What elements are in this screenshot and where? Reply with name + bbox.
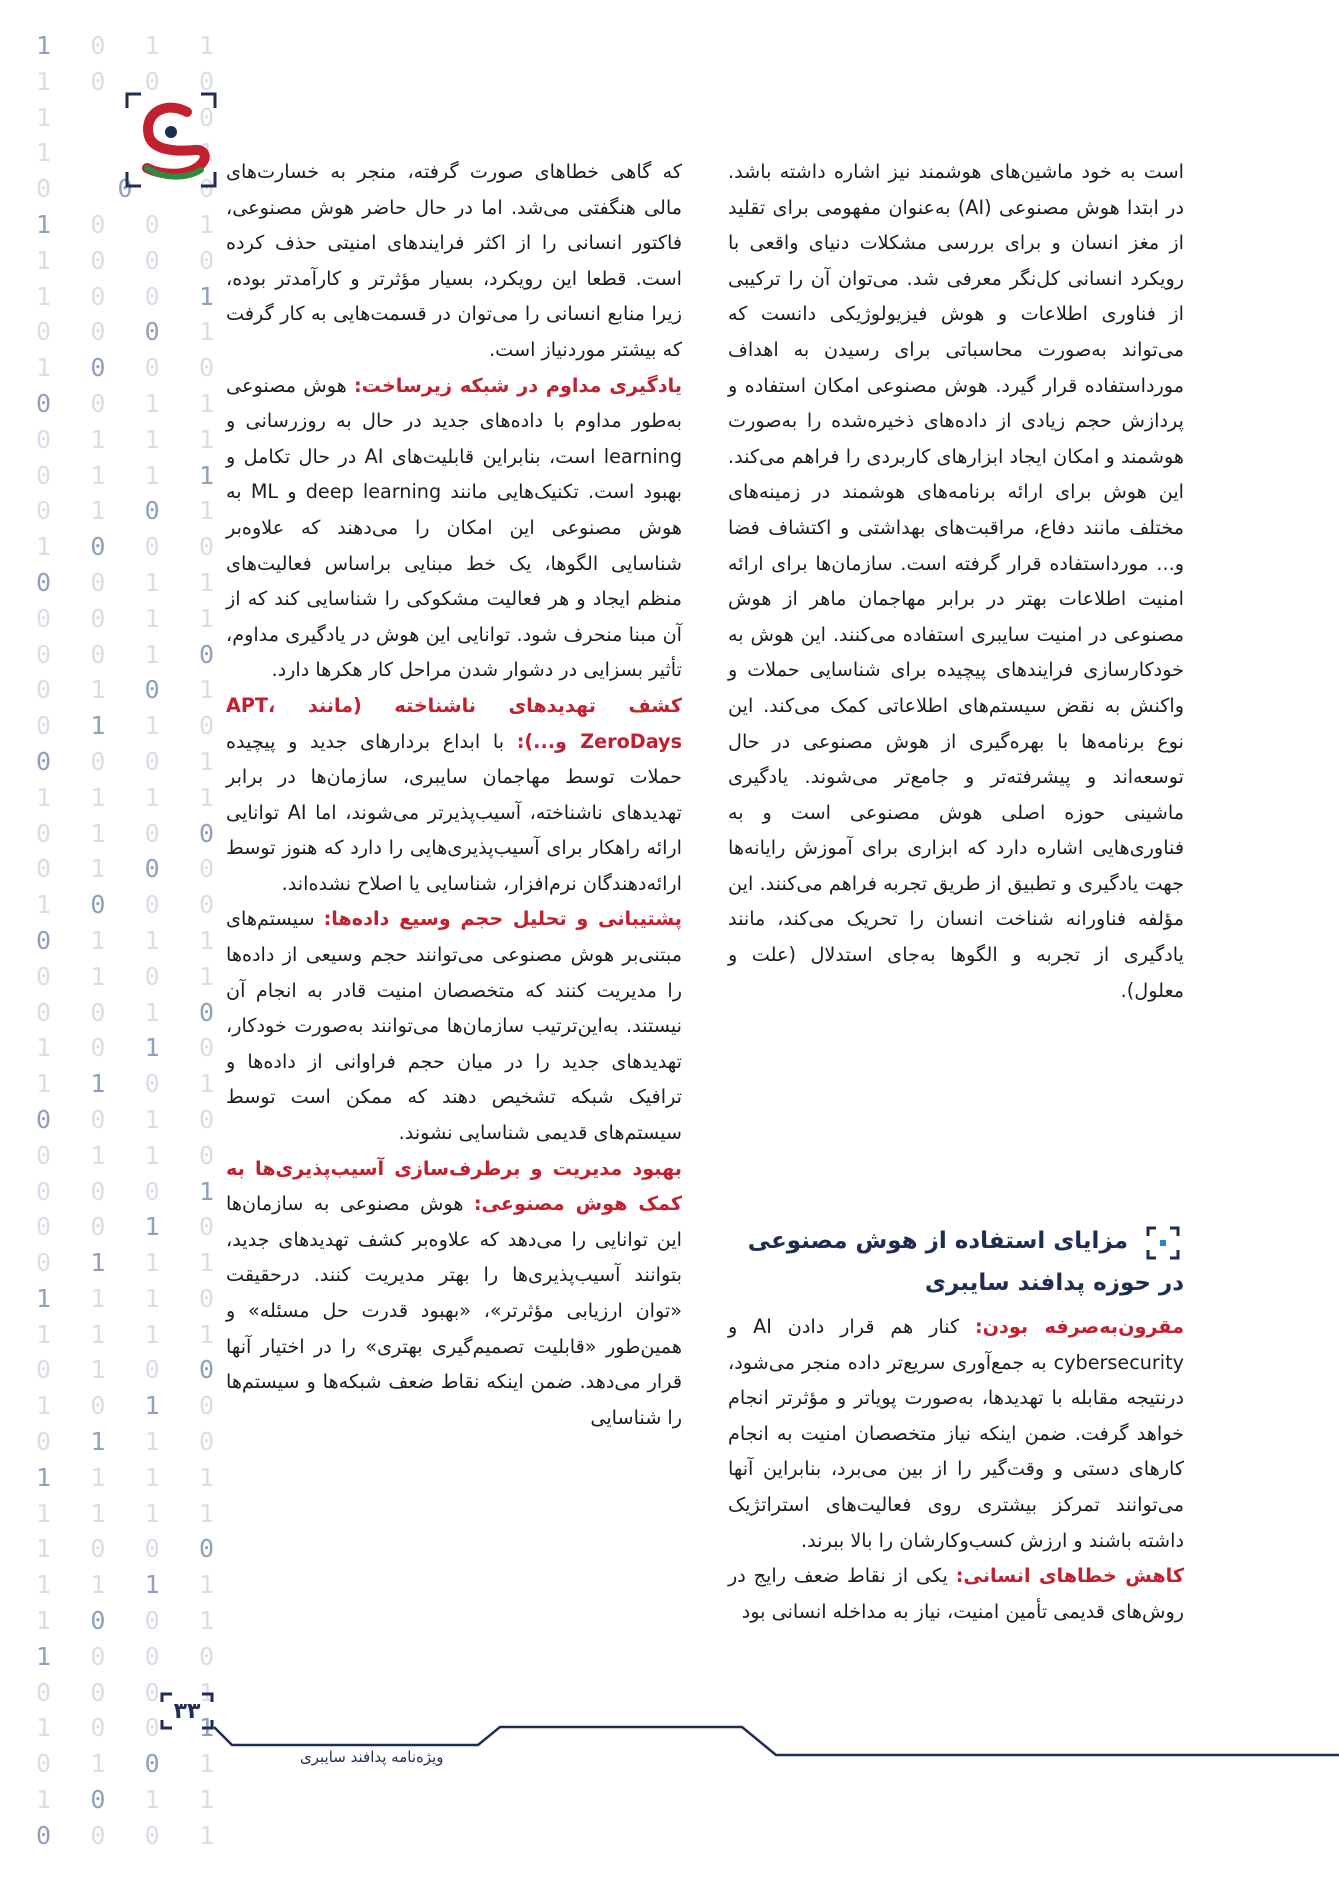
paragraph [226, 901, 682, 1150]
footer-line [0, 1715, 1339, 1775]
binary-row: 0 1 1 0 [36, 711, 216, 741]
binary-row: 0 1 1 1 [36, 1248, 216, 1278]
binary-row: 1 1 1 1 [36, 782, 216, 812]
paragraph [226, 368, 682, 688]
binary-row: 1 1 1 1 [36, 1462, 216, 1492]
binary-row: 1 1 1 0 [36, 1283, 216, 1313]
binary-row: 1 0 0 1 [36, 209, 216, 239]
paragraph-text: یکی از نقاط ضعف رایج در روش‌های قدیمی تأمین امنیت، نیاز به مداخله انسانی بود [728, 1564, 1184, 1623]
binary-row: 1 1 0 1 [36, 1069, 216, 1099]
paragraph-text: هوش مصنوعی به‌طور مداوم با داده‌های جدید در حال به روزرسانی و learning است، بنابراین قابلیت‌های AI در حال تکامل و بهبود است. تکنیک‌هایی مانند deep learning و ML به هوش مصنوعی این امکان را می‌دهند که علاوه‌بر شناسایی الگوها، یک خط مبنایی براساس فعالیت‌های منظم ایجاد و هر فعالیت مشکوکی را شناسایی کند که از آن مبنا منحرف شود. توانایی این هوش در یادگیری مداوم، تأثیر بسزایی در دشوار شدن مراحل کار هکرها دارد. [226, 373, 683, 682]
binary-row: 0 0 0 1 [36, 317, 216, 347]
section-title-line1: مزایای استفاده از هوش مصنوعی [747, 1228, 1128, 1254]
binary-row: 1 0 [36, 102, 216, 132]
binary-row: 1 0 0 1 [36, 281, 216, 311]
binary-row: 0 0 1 0 [36, 639, 216, 669]
paragraph [728, 1558, 1184, 1629]
paragraph-keyword: یادگیری مداوم در شبکه زیرساخت: [353, 373, 682, 397]
binary-row: 0 1 0 1 [36, 1749, 216, 1779]
binary-row: 1 0 1 1 [36, 1785, 216, 1815]
binary-row: 0 1 1 1 [36, 925, 216, 955]
binary-row: 1 0 0 0 [36, 1534, 216, 1564]
page-number: ۳۳ [173, 1698, 201, 1724]
binary-row: 0 0 1 0 [36, 1212, 216, 1242]
paragraph [728, 1309, 1184, 1558]
binary-row: 1 1 [36, 138, 216, 168]
footer-caption: ویژه‌نامه پدافند سایبری [300, 1748, 444, 1766]
binary-row: 0 1 0 0 [36, 818, 216, 848]
binary-row: 1 0 0 0 [36, 353, 216, 383]
paragraph-text: هوش مصنوعی به سازمان‌ها این توانایی را می‌دهد که علاوه‌بر کشف تهدیدهای جدید، بتوانند آسیب‌پذیری‌ها را بهتر مدیریت کنند. درحقیقت «توان ارزیابی مؤثرتر»، «بهبود قدرت حل مسئله» و همین‌طور «قابلیت تصمیم‌گیری بهتری» را در اختیار آنها قرار می‌دهد. ضمن اینکه نقاط ضعف شبکه‌ها و سیستم‌ها را شناسایی [226, 1192, 682, 1429]
binary-pattern [36, 28, 216, 1848]
binary-row: 0 0 1 1 [36, 567, 216, 597]
binary-row: 1 0 1 0 [36, 1033, 216, 1063]
paragraph-text: با ابداع بردارهای جدید و پیچیده حملات توسط مهاجمان سایبری، سازمان‌ها در برابر تهدیدهای ناشناخته، آسیب‌پذیرتر می‌شوند، اما AI توانایی ارائه راهکار برای آسیب‌پذیری‌هایی را دارد که هنوز توسط ارائه‌دهندگان نرم‌افزار، شناسایی یا اصلاح نشده‌اند. [226, 729, 682, 895]
paragraph [226, 154, 682, 368]
binary-row: 1 0 1 1 [36, 31, 216, 60]
binary-row: 1 1 1 1 [36, 1319, 216, 1349]
intro-paragraph: است به خود ماشین‌های هوشمند نیز اشاره داشته باشد. در ابتدا هوش مصنوعی (AI) به‌عنوان مفهومی برای تقلید از مغز انسان و برای بررسی مشکلات دنیای واقعی با رویکرد انسانی کل‌نگر معرفی شد. می‌توان آن را ترکیبی از فناوری اطلاعات و هوش فیزیولوژیکی دانست که می‌تواند به‌صورت محاسباتی برای رسیدن به اهداف مورداستفاده قرار گیرد. هوش مصنوعی امکان استفاده و پردازش حجم زیادی از داده‌های ذخیره‌شده را به‌صورت هوشمند و امکان ایجاد ابزارهای کاربردی را فراهم می‌کند. این هوش برای ارائه برنامه‌های هوشمند در زمینه‌های مختلف مانند دفاع، مراقبت‌های بهداشتی و اکتشاف فضا و... مورداستفاده قرار گرفته است. سازمان‌ها برای ارائه امنیت اطلاعات بهتر در برابر مهاجمان ماهر از هوش مصنوعی در امنیت سایبری استفاده می‌کنند. این هوش به خودکارسازی فرایندهای پیچیده برای شناسایی حملات و واکنش به نقض سیستم‌های اطلاعاتی کمک می‌کند. این نوع برنامه‌ها با بهره‌گیری از هوش مصنوعی در حال توسعه‌اند و پیشرفته‌تر و جامع‌تر می‌شوند. یادگیری ماشینی حوزه اصلی هوش مصنوعی است و به فناوری‌هایی اشاره دارد که ابزاری برای آموزش رایانه‌ها جهت یادگیری و تطبیق از طریق تجربه فراهم می‌کنند. این مؤلفه فناورانه شناخت انسان را تحریک می‌کند، مانند یادگیری از تجربه و الگوها به‌جای استدلال (علت و معلول). [728, 160, 1184, 1002]
right-column-top [728, 154, 1184, 1008]
paragraph-text: سیستم‌های مبتنی‌بر هوش مصنوعی می‌توانند حجم وسیعی از داده‌ها را مدیریت کنند که متخصصان امنیت قادر به انجام آن نیستند. به‌این‌ترتیب سازمان‌ها می‌توانند به‌صورت خودکار، تهدیدهای جدید را در میان حجم فراوانی از داده‌ها و ترافیک شبکه تشخیص دهند که ممکن است توسط سیستم‌های قدیمی شناسایی نشوند. [226, 907, 682, 1145]
section-heading [728, 1220, 1184, 1304]
binary-row: 0 1 0 0 [36, 1355, 216, 1385]
binary-row: 0 0 1 0 [36, 1104, 216, 1134]
binary-row: 0 1 1 0 [36, 1140, 216, 1170]
binary-row: 0 1 0 0 [36, 854, 216, 884]
binary-row: 0 1 1 0 [36, 1427, 216, 1457]
binary-row: 0 0 1 0 [36, 997, 216, 1027]
binary-row: 0 1 0 1 [36, 675, 216, 705]
binary-row: 0 0 0 1 [36, 746, 216, 776]
binary-row: 0 0 0 1 [36, 1176, 216, 1206]
paragraph-keyword: مقرون‌به‌صرفه بودن: [974, 1315, 1184, 1338]
paragraph [226, 688, 682, 902]
binary-row: 0 1 0 1 [36, 496, 216, 526]
binary-row: 0 0 0 1 [36, 1677, 216, 1707]
left-column [226, 154, 682, 1435]
binary-row: 0 0 1 1 [36, 603, 216, 633]
binary-row: 1 0 0 0 [36, 66, 216, 96]
binary-row: 1 1 1 1 [36, 1498, 216, 1528]
binary-row: 0 1 0 1 [36, 961, 216, 991]
paragraph-keyword: کاهش خطاهای انسانی: [955, 1564, 1184, 1588]
section-bullet-icon [1146, 1226, 1180, 1260]
paragraph-keyword: بهبود مدیریت و برطرف‌سازی آسیب‌پذیری‌ها به کمک هوش مصنوعی: [226, 1156, 682, 1216]
binary-row: 1 0 0 0 [36, 532, 216, 562]
binary-row: 0 0 0 1 [36, 1820, 216, 1848]
binary-row: 1 0 1 0 [36, 1391, 216, 1421]
binary-row: 1 0 0 1 [36, 1606, 216, 1636]
binary-row: 1 0 0 0 [36, 890, 216, 920]
binary-row: 1 0 0 0 [36, 245, 216, 275]
binary-row: 1 0 0 0 [36, 1641, 216, 1671]
section-title-line2: در حوزه پدافند سایبری [924, 1270, 1184, 1296]
binary-row: 1 1 1 1 [36, 1570, 216, 1600]
paragraph [226, 1151, 682, 1436]
paragraph-text: کنار هم قرار دادن AI و cybersecurity به جمع‌آوری سریع‌تر داده منجر می‌شود، درنتیجه مقابله با تهدیدها، به‌صورت پویاتر و مؤثرتر انجام خواهد گرفت. ضمن اینکه نیاز متخصصان امنیت به انجام کارهای دستی و وقت‌گیر را از بین می‌برد، بنابراین آنها می‌توانند تمرکز بیشتری روی فعالیت‌های استراتژیک داشته باشند و ارزش کسب‌وکارشان را بالا ببرند. [728, 1315, 1184, 1552]
binary-row: 1 0 0 1 [36, 1713, 216, 1743]
magazine-logo [125, 92, 217, 188]
paragraph-keyword: پشتیبانی و تحلیل حجم وسیع داده‌ها: [323, 907, 682, 931]
binary-row: 0 0 1 1 [36, 388, 216, 418]
paragraph-text: که گاهی خطاهای صورت گرفته، منجر به خسارت‌های مالی هنگفتی می‌شد. اما در حال حاضر هوش مصنوعی، فاکتور انسانی را از اکثر فرایندهای امنیتی حذف کرده است. قطعا این رویکرد، بسیار مؤثرتر و کارآمدتر بوده، زیرا منابع انسانی را می‌توان در قسمت‌هایی به کار گرفت که بیشتر موردنیاز است. [226, 160, 682, 361]
binary-row: 0 1 1 1 [36, 424, 216, 454]
binary-row: 0 0 0 [36, 174, 216, 204]
binary-row: 0 1 1 1 [36, 460, 216, 490]
right-column-bottom [728, 1309, 1184, 1629]
paragraph-keyword: کشف تهدیدهای ناشناخته (مانند APT، ZeroDays و...): [226, 693, 682, 753]
